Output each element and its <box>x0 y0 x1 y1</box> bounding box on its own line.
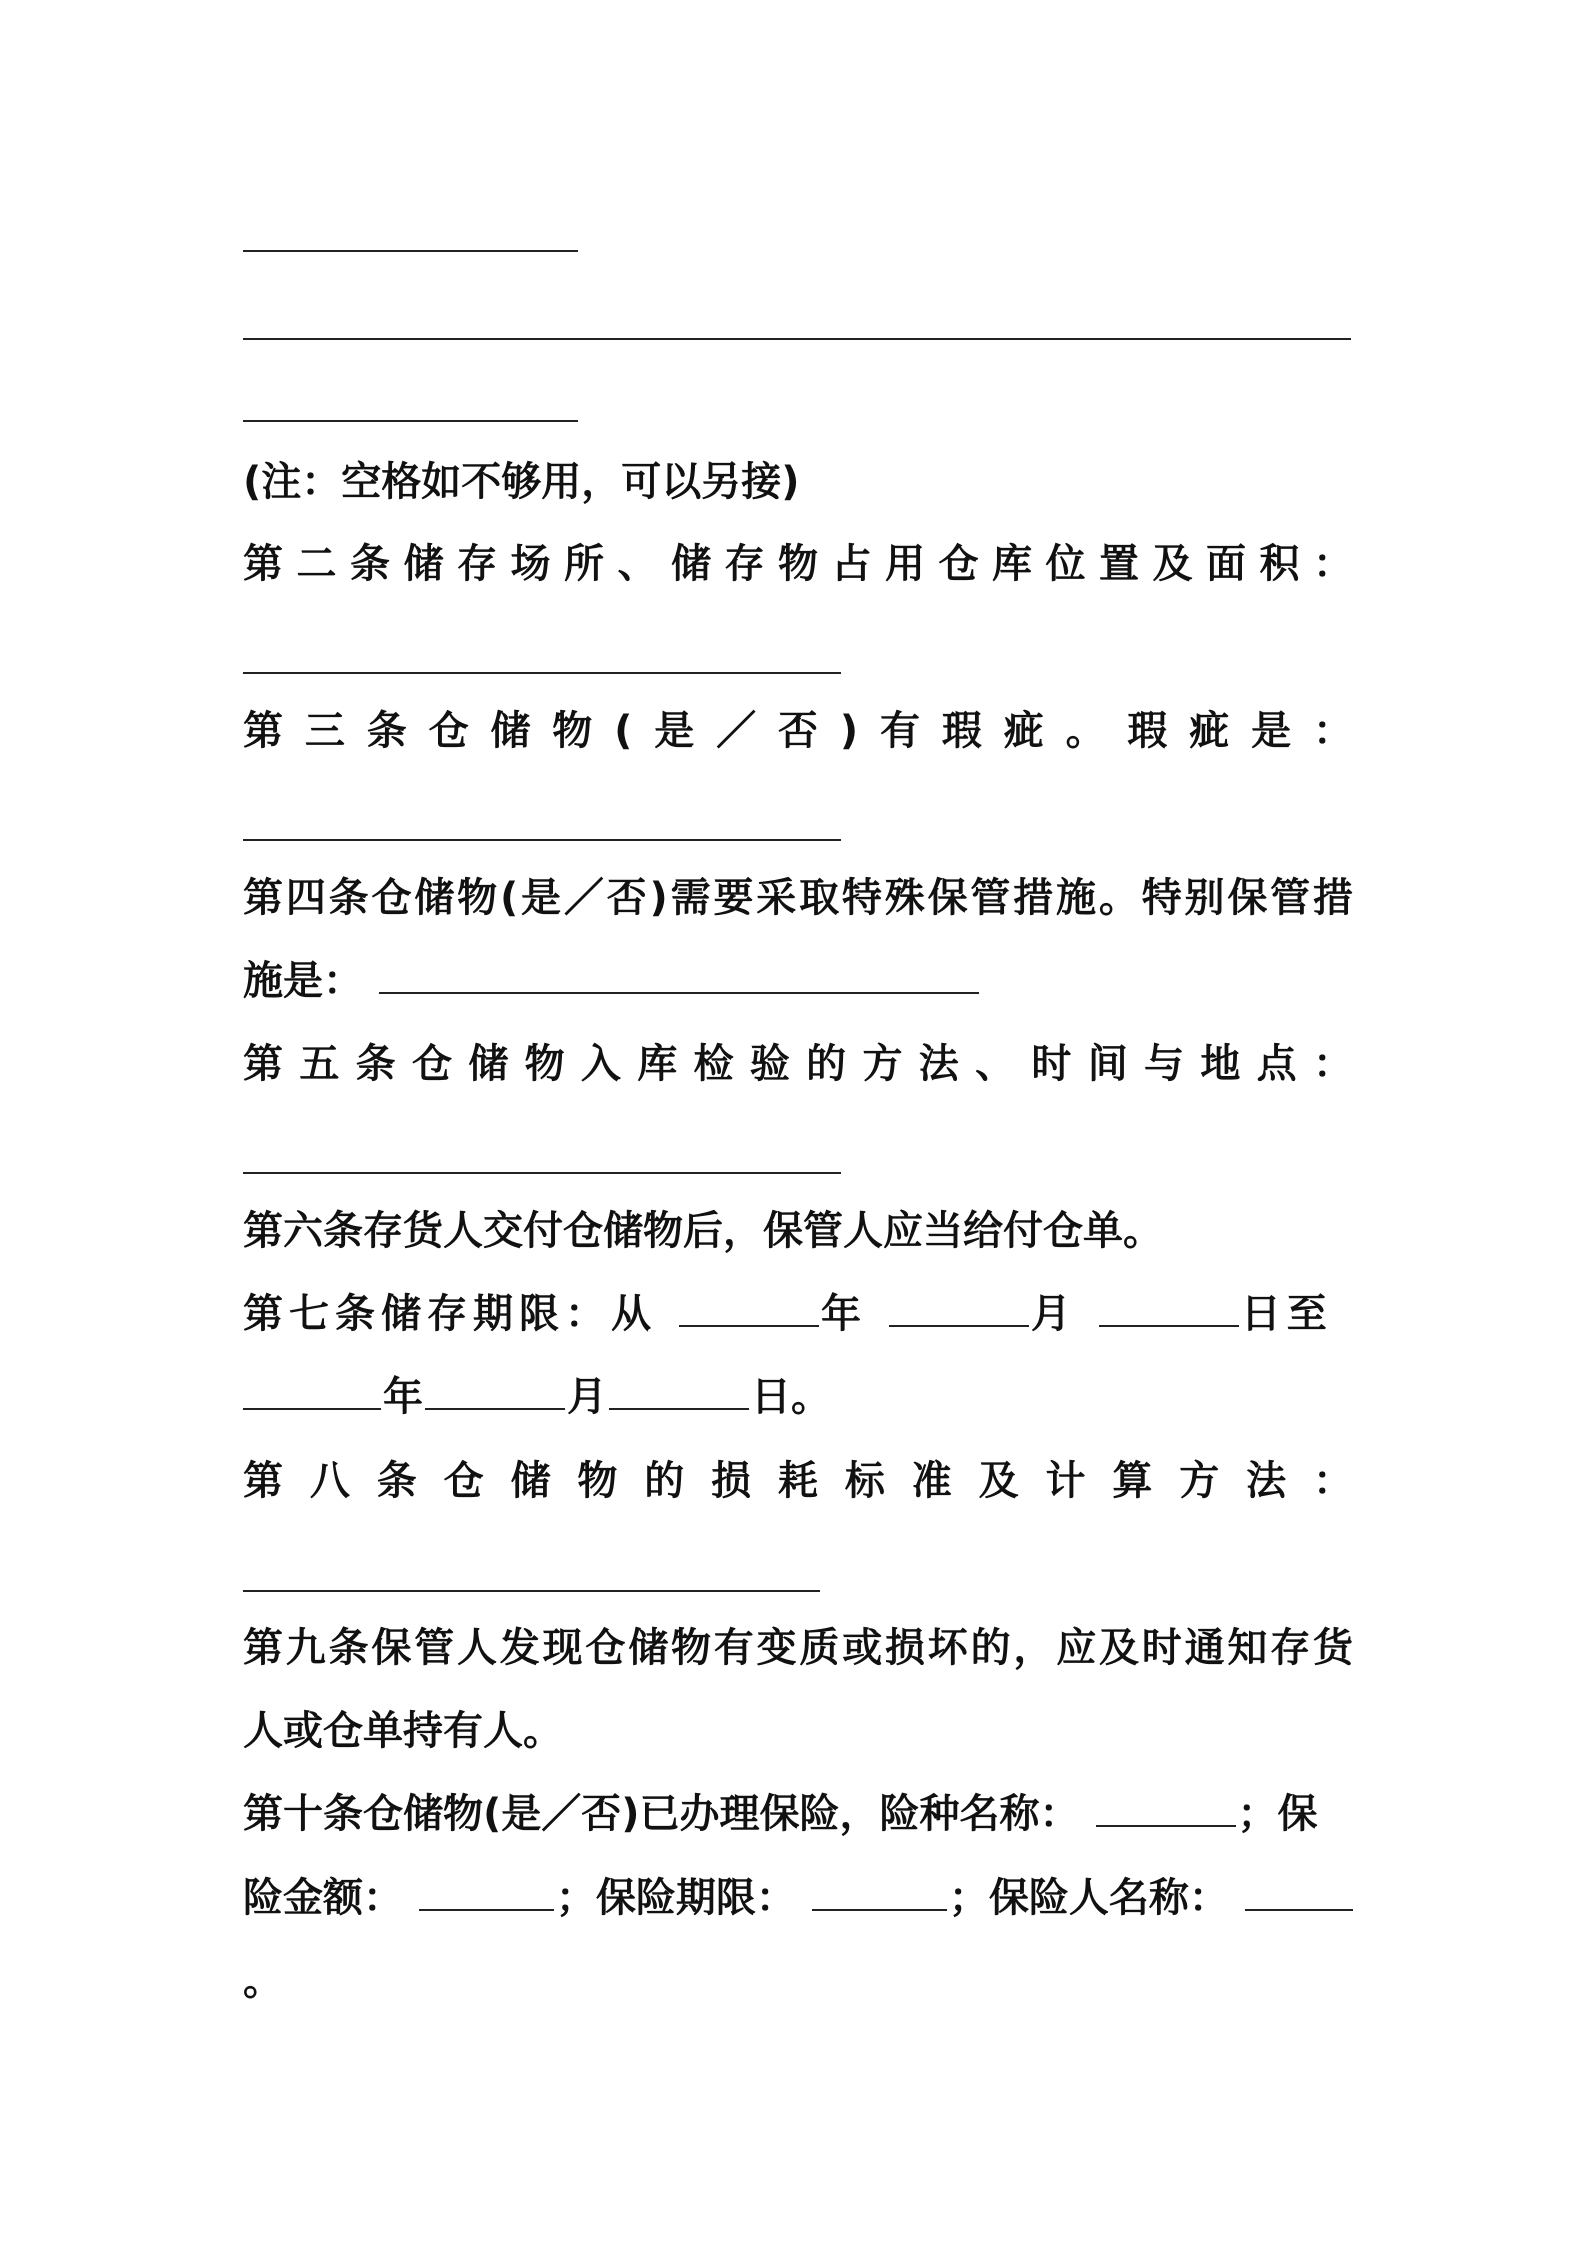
note-line: (注：空格如不够用，可以另接) <box>243 459 800 505</box>
article-10-line-1: 第十条仓储物(是／否)已办理保险，险种名称： ；保 <box>243 1791 1318 1837</box>
article-7-start-day-blank <box>1099 1291 1239 1327</box>
article-4-blank <box>379 958 979 994</box>
article-2-blank <box>243 672 841 674</box>
article-10-line-2: 险金额： ；保险期限： ；保险人名称： <box>243 1872 1353 1924</box>
article-9-line-2: 人或仓单持有人。 <box>243 1708 563 1754</box>
blank-line-2 <box>243 338 1351 340</box>
blank-line-1 <box>243 250 578 252</box>
article-9-line-1: 第九条保管人发现仓储物有变质或损坏的，应及时通知存货 <box>243 1625 1353 1671</box>
article-10-insurance-period-blank <box>812 1875 947 1911</box>
article-7-end-year-blank <box>243 1374 381 1410</box>
article-4-line-1: 第四条仓储物(是／否)需要采取特殊保管措施。特别保管措 <box>243 875 1353 921</box>
article-2: 第二条储存场所、储存物占用仓库位置及面积： <box>243 541 1353 587</box>
article-7-end-day-blank <box>609 1374 749 1410</box>
article-3-blank <box>243 839 841 841</box>
article-5: 第五条仓储物入库检验的方法、时间与地点： <box>243 1041 1353 1087</box>
article-8: 第八条仓储物的损耗标准及计算方法： <box>243 1458 1353 1504</box>
article-3: 第三条仓储物(是／否)有瑕疵。瑕疵是： <box>243 708 1353 754</box>
article-5-blank <box>243 1172 841 1174</box>
article-7-line-2: 年 月 日。 <box>243 1371 1353 1423</box>
article-6: 第六条存货人交付仓储物后，保管人应当给付仓单。 <box>243 1208 1163 1254</box>
article-10-insurance-type-blank <box>1096 1791 1236 1827</box>
article-7-line-1: 第七条储存期限：从 年 月 日至 <box>243 1291 1333 1337</box>
article-7-start-year-blank <box>679 1291 819 1327</box>
article-10-line-3: 。 <box>243 1958 283 2004</box>
article-8-blank <box>243 1590 820 1592</box>
article-7-start-month-blank <box>889 1291 1029 1327</box>
article-7-end-month-blank <box>425 1374 565 1410</box>
article-4-line-2: 施是： <box>243 955 1353 1007</box>
article-10-insured-amount-blank <box>419 1875 554 1911</box>
article-10-insurer-name-blank <box>1245 1875 1353 1911</box>
blank-line-3 <box>243 420 578 422</box>
